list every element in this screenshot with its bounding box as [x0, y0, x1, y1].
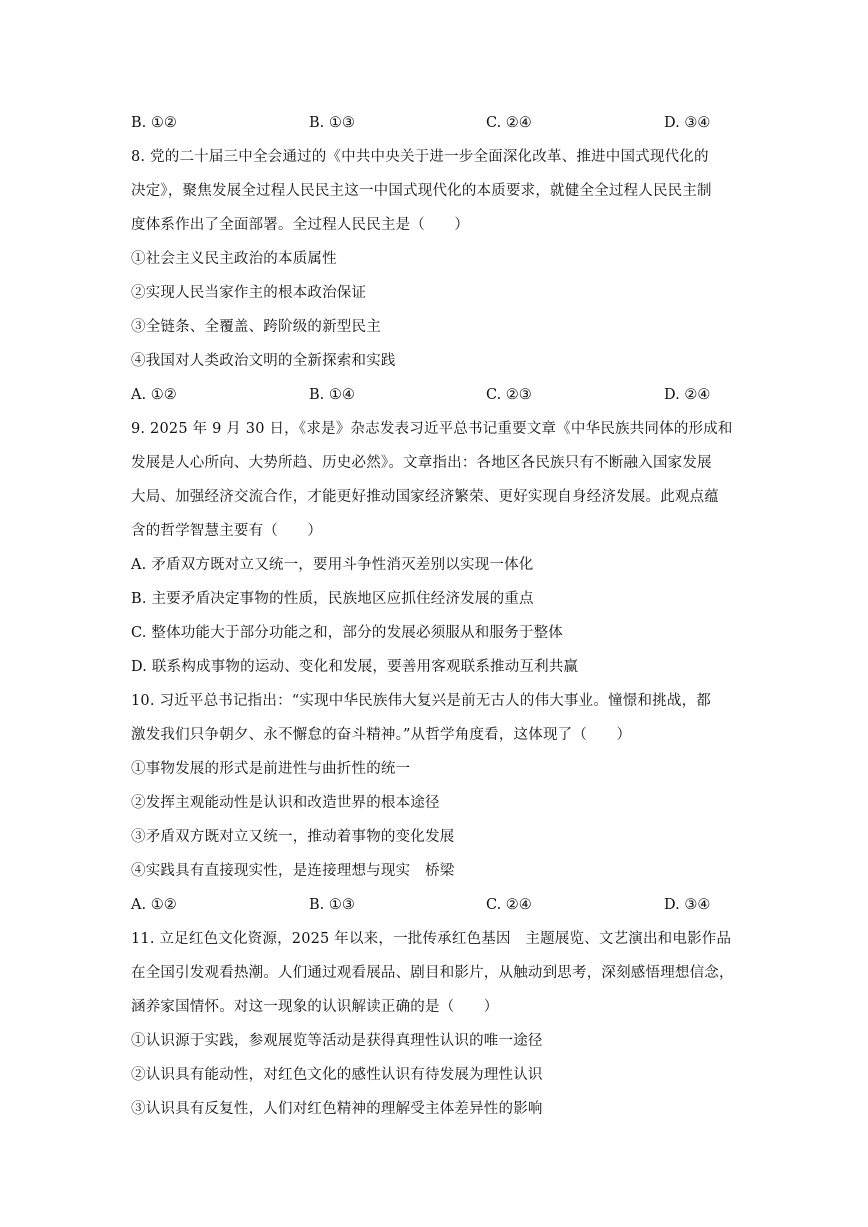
- q11-item-3: ③认识具有反复性，人们对红色精神的理解受主体差异性的影响: [131, 1101, 543, 1117]
- q10-option-c: C. ②④: [486, 897, 532, 913]
- q11-stem-line-2: 在全国引发观看热潮。人们通过观看展品、剧目和影片，从触动到思考，深刻感悟理想信念，: [131, 965, 734, 981]
- q8-stem-line-1: 8. 党的二十届三中全会通过的《中共中央关于进一步全面深化改革、推进中国式现代化的: [131, 149, 709, 165]
- q8-item-3: ③全链条、全覆盖、跨阶级的新型民主: [131, 319, 381, 335]
- q8-stem-line-2: 决定》，聚焦发展全过程人民民主这一中国式现代化的本质要求，就健全全过程人民民主制: [131, 183, 712, 199]
- q8-options: [131, 385, 741, 405]
- q7-option-1: B. ①②: [131, 115, 177, 131]
- q8-item-4: ④我国对人类政治文明的全新探索和实践: [131, 353, 396, 369]
- q11-item-1: ①认识源于实践，参观展览等活动是获得真理性认识的唯一途径: [131, 1033, 543, 1049]
- q7-options: [131, 113, 741, 133]
- q9-choice-c: C. 整体功能大于部分功能之和，部分的发展必须服从和服务于整体: [131, 625, 563, 641]
- q8-stem-line-3: 度体系作出了全面部署。全过程人民民主是（ ）: [131, 217, 470, 233]
- q7-option-4: D. ③④: [664, 115, 711, 131]
- q11-stem-line-1: 11. 立足红色文化资源，2025 年以来，一批传承红色基因 主题展览、文艺演出和电影作品: [131, 931, 732, 947]
- q9-stem-line-4: 含的哲学智慧主要有（ ）: [131, 523, 323, 539]
- q10-item-2: ②发挥主观能动性是认识和改造世界的根本途径: [131, 795, 440, 811]
- q10-item-4: ④实践具有直接现实性，是连接理想与现实 桥梁: [131, 863, 455, 879]
- q9-stem-line-1: 9. 2025 年 9 月 30 日，《求是》杂志发表习近平总书记重要文章《中华民族共同体的形成和: [131, 421, 733, 437]
- q10-option-b: B. ①③: [309, 897, 355, 913]
- q9-choice-a: A. 矛盾双方既对立又统一，要用斗争性消灭差别以实现一体化: [131, 557, 534, 573]
- q10-stem-line-1: 10. 习近平总书记指出：“实现中华民族伟大复兴是前无古人的伟大事业。憧憬和挑战，都: [131, 693, 711, 709]
- q10-option-d: D. ③④: [664, 897, 711, 913]
- q8-option-a: A. ①②: [131, 387, 177, 403]
- q11-stem-line-3: 涵养家国情怀。对这一现象的认识解读正确的是（ ）: [131, 999, 499, 1015]
- q8-option-c: C. ②③: [486, 387, 532, 403]
- q10-stem-line-2: 激发我们只争朝夕、永不懈怠的奋斗精神。”从哲学角度看，这体现了（ ）: [131, 727, 632, 743]
- q8-item-1: ①社会主义民主政治的本质属性: [131, 251, 337, 267]
- q10-item-3: ③矛盾双方既对立又统一，推动着事物的变化发展: [131, 829, 455, 845]
- q9-stem-line-3: 大局、加强经济交流合作，才能更好推动国家经济繁荣、更好实现自身经济发展。此观点蕴: [131, 489, 719, 505]
- q10-option-a: A. ①②: [131, 897, 177, 913]
- q9-stem-line-2: 发展是人心所向、大势所趋、历史必然》。文章指出：各地区各民族只有不断融入国家发展: [131, 455, 712, 471]
- q10-item-1: ①事物发展的形式是前进性与曲折性的统一: [131, 761, 411, 777]
- q7-option-3: C. ②④: [486, 115, 532, 131]
- q8-item-2: ②实现人民当家作主的根本政治保证: [131, 285, 367, 301]
- q9-choice-b: B. 主要矛盾决定事物的性质，民族地区应抓住经济发展的重点: [131, 591, 534, 607]
- q10-options: [131, 895, 741, 915]
- q7-option-2: B. ①③: [309, 115, 355, 131]
- q8-option-b: B. ①④: [309, 387, 355, 403]
- q9-choice-d: D. 联系构成事物的运动、变化和发展，要善用客观联系推动互利共赢: [131, 659, 579, 675]
- q8-option-d: D. ②④: [664, 387, 711, 403]
- q11-item-2: ②认识具有能动性，对红色文化的感性认识有待发展为理性认识: [131, 1067, 543, 1083]
